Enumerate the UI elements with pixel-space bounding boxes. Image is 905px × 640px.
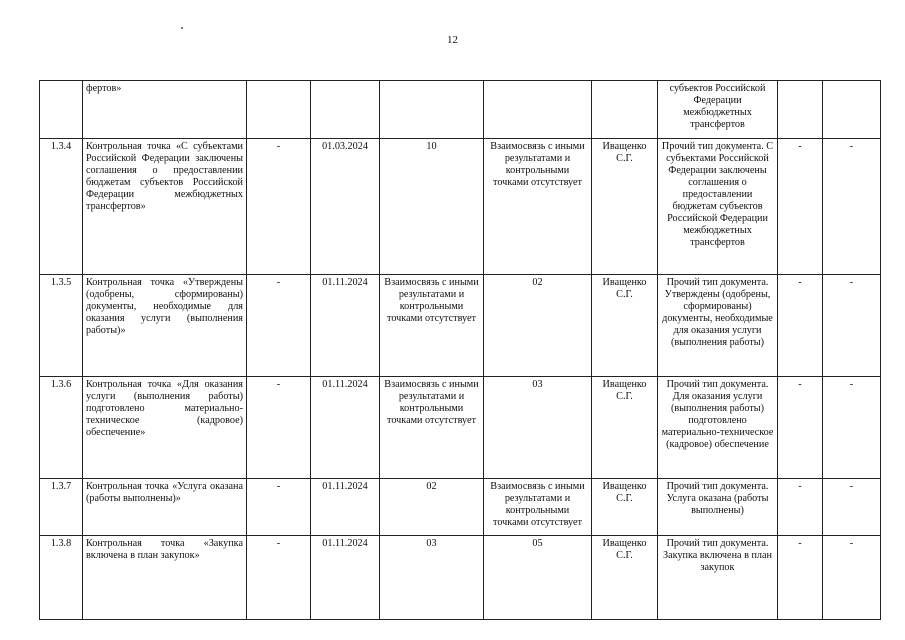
table-row xyxy=(40,81,881,139)
predecessor: 02 xyxy=(380,479,484,536)
extra-column-1: - xyxy=(778,536,823,620)
predecessor: 10 xyxy=(380,139,484,275)
row-number: 1.3.8 xyxy=(40,536,83,620)
due-date: 01.11.2024 xyxy=(311,275,380,377)
extra-column-2: - xyxy=(823,139,881,275)
row-number: 1.3.6 xyxy=(40,377,83,479)
document-type: Прочий тип документа. Закупка включена в план закупок xyxy=(658,536,778,620)
table-row xyxy=(40,139,881,275)
row-number: 1.3.5 xyxy=(40,275,83,377)
responsible: Иващенко С.Г. xyxy=(592,139,658,275)
control-points-table xyxy=(39,80,881,620)
predecessor: 03 xyxy=(380,536,484,620)
control-point-name: Контрольная точка «Для оказания услуги (выполнения работы) подготовлено материально-техническое (кадровое) обеспечение» xyxy=(83,377,247,479)
extra-column-2: - xyxy=(823,275,881,377)
relation xyxy=(484,81,592,139)
extra-column-1 xyxy=(778,81,823,139)
row-number xyxy=(40,81,83,139)
extra-column-1: - xyxy=(778,479,823,536)
table-row xyxy=(40,275,881,377)
table-row xyxy=(40,377,881,479)
responsible: Иващенко С.Г. xyxy=(592,479,658,536)
extra-column-1: - xyxy=(778,139,823,275)
document-type: Прочий тип документа. Утверждены (одобрены, сформированы) документы, необходимые для оказания услуги (выполнения работы) xyxy=(658,275,778,377)
scan-speck xyxy=(181,27,183,29)
due-date: 01.03.2024 xyxy=(311,139,380,275)
base-value: - xyxy=(247,275,311,377)
base-value: - xyxy=(247,139,311,275)
responsible: Иващенко С.Г. xyxy=(592,536,658,620)
predecessor xyxy=(380,81,484,139)
base-value xyxy=(247,81,311,139)
responsible: Иващенко С.Г. xyxy=(592,377,658,479)
page-number: 12 xyxy=(447,34,458,46)
responsible: Иващенко С.Г. xyxy=(592,275,658,377)
base-value: - xyxy=(247,377,311,479)
control-point-name: Контрольная точка «С субъектами Российской Федерации заключены соглашения о предоставлении бюджетам субъектов Российской Федерации межбюджетных трансфертов» xyxy=(83,139,247,275)
extra-column-2: - xyxy=(823,536,881,620)
relation: 03 xyxy=(484,377,592,479)
control-point-name: Контрольная точка «Закупка включена в план закупок» xyxy=(83,536,247,620)
document-type: субъектов Российской Федерации межбюджетных трансфертов xyxy=(658,81,778,139)
control-point-name: фертов» xyxy=(83,81,247,139)
extra-column-2: - xyxy=(823,479,881,536)
relation: 05 xyxy=(484,536,592,620)
document-type: Прочий тип документа. С субъектами Российской Федерации заключены соглашения о предоставлении бюджетам субъектов Российской Федерации межбюджетных трансфертов xyxy=(658,139,778,275)
predecessor: Взаимосвязь с иными результатами и контрольными точками отсутствует xyxy=(380,377,484,479)
document-type: Прочий тип документа. Услуга оказана (работы выполнены) xyxy=(658,479,778,536)
extra-column-2 xyxy=(823,81,881,139)
control-point-name: Контрольная точка «Утверждены (одобрены, сформированы) документы, необходимые для оказания услуги (выполнения работы)» xyxy=(83,275,247,377)
extra-column-1: - xyxy=(778,377,823,479)
table-row xyxy=(40,536,881,620)
base-value: - xyxy=(247,536,311,620)
relation: Взаимосвязь с иными результатами и контрольными точками отсутствует xyxy=(484,479,592,536)
base-value: - xyxy=(247,479,311,536)
responsible xyxy=(592,81,658,139)
predecessor: Взаимосвязь с иными результатами и контрольными точками отсутствует xyxy=(380,275,484,377)
extra-column-1: - xyxy=(778,275,823,377)
table-row xyxy=(40,479,881,536)
row-number: 1.3.7 xyxy=(40,479,83,536)
due-date: 01.11.2024 xyxy=(311,377,380,479)
extra-column-2: - xyxy=(823,377,881,479)
due-date xyxy=(311,81,380,139)
document-type: Прочий тип документа. Для оказания услуги (выполнения работы) подготовлено материально-техническое (кадровое) обеспечение xyxy=(658,377,778,479)
due-date: 01.11.2024 xyxy=(311,536,380,620)
control-point-name: Контрольная точка «Услуга оказана (работы выполнены)» xyxy=(83,479,247,536)
relation: 02 xyxy=(484,275,592,377)
relation: Взаимосвязь с иными результатами и контрольными точками отсутствует xyxy=(484,139,592,275)
row-number: 1.3.4 xyxy=(40,139,83,275)
due-date: 01.11.2024 xyxy=(311,479,380,536)
